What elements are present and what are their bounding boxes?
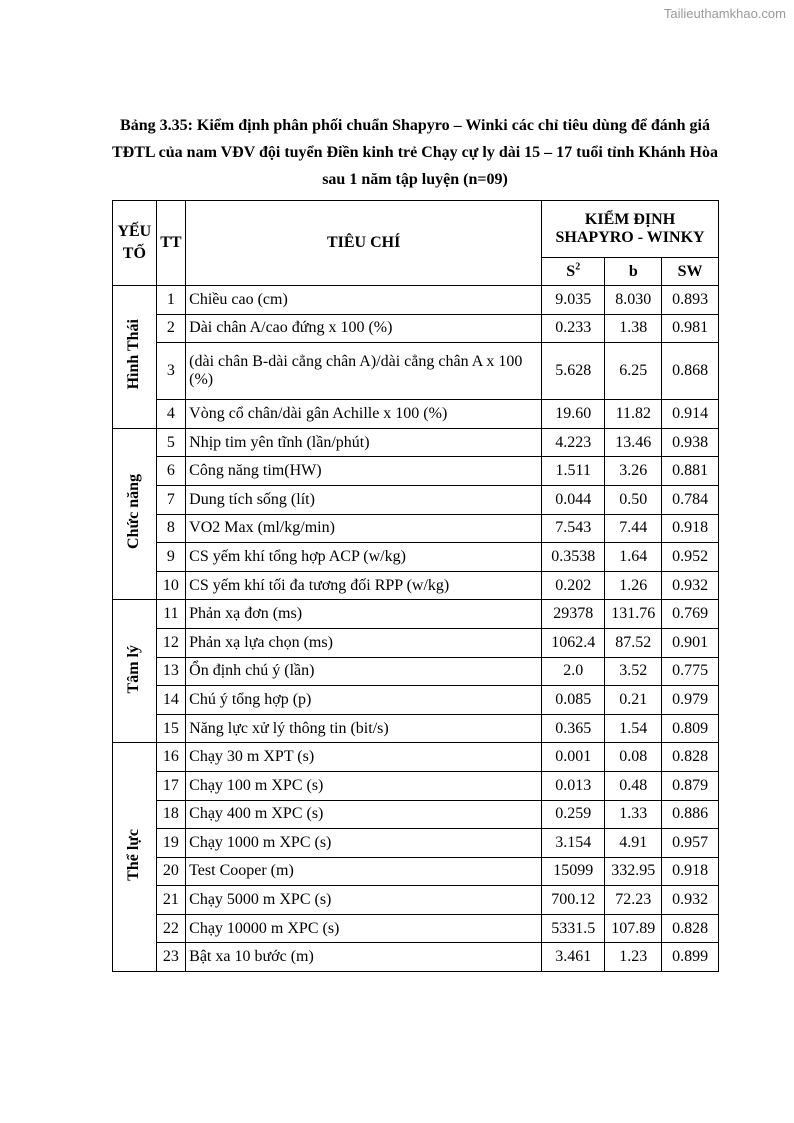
- row-sw: 0.809: [662, 714, 719, 743]
- row-b: 1.33: [605, 800, 662, 829]
- group-label: Hình Thái: [125, 319, 143, 390]
- table-row: [113, 457, 719, 486]
- row-criteria: Chiều cao (cm): [186, 286, 542, 315]
- table-row: [113, 485, 719, 514]
- table-row: [113, 657, 719, 686]
- row-tt: 8: [156, 514, 185, 543]
- row-s2: 15099: [542, 857, 605, 886]
- row-s2: 0.365: [542, 714, 605, 743]
- row-s2: 0.013: [542, 771, 605, 800]
- header-s2: [542, 258, 605, 286]
- row-criteria: Công năng tim(HW): [186, 457, 542, 486]
- table-row: [113, 286, 719, 315]
- row-b: 87.52: [605, 628, 662, 657]
- table-row: [113, 428, 719, 457]
- row-sw: 0.981: [662, 314, 719, 343]
- row-criteria: Phản xạ đơn (ms): [186, 600, 542, 629]
- row-b: 13.46: [605, 428, 662, 457]
- header-s-sup: 2: [575, 261, 581, 273]
- table-row: [113, 628, 719, 657]
- table-row: [113, 514, 719, 543]
- row-tt: 5: [156, 428, 185, 457]
- header-b: b: [605, 258, 662, 286]
- row-sw: 0.784: [662, 485, 719, 514]
- row-criteria: Vòng cổ chân/dài gân Achille x 100 (%): [186, 400, 542, 429]
- group-label-cell: [113, 600, 157, 743]
- table-title: Bảng 3.35: Kiểm định phân phối chuẩn Shapyro – Winki các chỉ tiêu dùng để đánh giá TĐTL của nam VĐV đội tuyển Điền kinh trẻ Chạy cự ly dài 15 – 17 tuổi tỉnh Khánh Hòa sau 1 năm tập luyện (n=09): [111, 117, 718, 188]
- row-sw: 0.868: [662, 343, 719, 400]
- row-criteria: VO2 Max (ml/kg/min): [186, 514, 542, 543]
- row-sw: 0.775: [662, 657, 719, 686]
- row-b: 107.89: [605, 914, 662, 943]
- row-b: 1.38: [605, 314, 662, 343]
- row-b: 3.52: [605, 657, 662, 686]
- table-row: [113, 543, 719, 572]
- row-criteria: Nhịp tim yên tĩnh (lần/phút): [186, 428, 542, 457]
- row-sw: 0.952: [662, 543, 719, 572]
- header-test: [542, 201, 719, 258]
- row-criteria: Dung tích sống (lít): [186, 485, 542, 514]
- row-s2: 19.60: [542, 400, 605, 429]
- row-sw: 0.828: [662, 914, 719, 943]
- row-tt: 4: [156, 400, 185, 429]
- row-criteria: Test Cooper (m): [186, 857, 542, 886]
- row-tt: 10: [156, 571, 185, 600]
- group-label: Chức năng: [125, 474, 143, 550]
- row-tt: 19: [156, 829, 185, 858]
- watermark-text: Tailieuthamkhao.com: [663, 6, 786, 21]
- table-row: [113, 714, 719, 743]
- row-tt: 15: [156, 714, 185, 743]
- table-row: [113, 343, 719, 400]
- row-sw: 0.899: [662, 943, 719, 972]
- row-criteria: Năng lực xử lý thông tin (bit/s): [186, 714, 542, 743]
- header-test-line2: SHAPYRO - WINKY: [555, 229, 705, 246]
- row-tt: 6: [156, 457, 185, 486]
- row-criteria: Chạy 100 m XPC (s): [186, 771, 542, 800]
- row-tt: 2: [156, 314, 185, 343]
- table-row: [113, 943, 719, 972]
- row-b: 7.44: [605, 514, 662, 543]
- row-tt: 22: [156, 914, 185, 943]
- row-b: 332.95: [605, 857, 662, 886]
- row-criteria: Dài chân A/cao đứng x 100 (%): [186, 314, 542, 343]
- row-tt: 21: [156, 886, 185, 915]
- row-criteria: CS yếm khí tối đa tương đối RPP (w/kg): [186, 571, 542, 600]
- row-sw: 0.932: [662, 886, 719, 915]
- row-s2: 1.511: [542, 457, 605, 486]
- row-criteria: Bật xa 10 bước (m): [186, 943, 542, 972]
- row-criteria: Chạy 10000 m XPC (s): [186, 914, 542, 943]
- row-criteria: Chú ý tổng hợp (p): [186, 686, 542, 715]
- row-s2: 0.044: [542, 485, 605, 514]
- row-criteria: Chạy 5000 m XPC (s): [186, 886, 542, 915]
- header-tt: TT: [156, 201, 185, 286]
- group-label: Tâm lý: [125, 644, 143, 694]
- row-s2: 29378: [542, 600, 605, 629]
- row-sw: 0.769: [662, 600, 719, 629]
- row-sw: 0.914: [662, 400, 719, 429]
- row-b: 131.76: [605, 600, 662, 629]
- row-s2: 0.233: [542, 314, 605, 343]
- row-b: 0.48: [605, 771, 662, 800]
- row-tt: 23: [156, 943, 185, 972]
- row-tt: 12: [156, 628, 185, 657]
- row-b: 1.64: [605, 543, 662, 572]
- row-sw: 0.979: [662, 686, 719, 715]
- row-sw: 0.901: [662, 628, 719, 657]
- header-criteria: TIÊU CHÍ: [186, 201, 542, 286]
- row-s2: 3.154: [542, 829, 605, 858]
- header-sw: SW: [662, 258, 719, 286]
- row-b: 8.030: [605, 286, 662, 315]
- table-row: [113, 857, 719, 886]
- row-criteria: (dài chân B-dài cẳng chân A)/dài cẳng chân A x 100 (%): [186, 343, 542, 400]
- row-sw: 0.918: [662, 514, 719, 543]
- row-tt: 17: [156, 771, 185, 800]
- row-s2: 5.628: [542, 343, 605, 400]
- header-s-letter: S: [566, 262, 576, 280]
- row-tt: 13: [156, 657, 185, 686]
- table-row: [113, 600, 719, 629]
- row-b: 3.26: [605, 457, 662, 486]
- shapiro-wilk-table: [112, 200, 719, 972]
- row-criteria: Phản xạ lựa chọn (ms): [186, 628, 542, 657]
- row-s2: 0.3538: [542, 543, 605, 572]
- row-s2: 9.035: [542, 286, 605, 315]
- row-s2: 0.202: [542, 571, 605, 600]
- row-s2: 3.461: [542, 943, 605, 972]
- row-criteria: Ổn định chú ý (lần): [186, 657, 542, 686]
- group-label-cell: [113, 428, 157, 600]
- row-sw: 0.879: [662, 771, 719, 800]
- row-s2: 0.001: [542, 743, 605, 772]
- table-row: [113, 771, 719, 800]
- row-tt: 11: [156, 600, 185, 629]
- row-tt: 9: [156, 543, 185, 572]
- row-sw: 0.918: [662, 857, 719, 886]
- row-sw: 0.828: [662, 743, 719, 772]
- row-tt: 1: [156, 286, 185, 315]
- table-row: [113, 314, 719, 343]
- table-row: [113, 800, 719, 829]
- row-b: 1.26: [605, 571, 662, 600]
- row-s2: 7.543: [542, 514, 605, 543]
- group-label-cell: [113, 743, 157, 972]
- table-row: [113, 571, 719, 600]
- row-b: 1.54: [605, 714, 662, 743]
- table-row: [113, 914, 719, 943]
- row-tt: 7: [156, 485, 185, 514]
- row-b: 6.25: [605, 343, 662, 400]
- row-s2: 0.085: [542, 686, 605, 715]
- row-sw: 0.938: [662, 428, 719, 457]
- row-tt: 18: [156, 800, 185, 829]
- row-criteria: Chạy 30 m XPT (s): [186, 743, 542, 772]
- row-tt: 3: [156, 343, 185, 400]
- table-row: [113, 829, 719, 858]
- row-criteria: CS yếm khí tổng hợp ACP (w/kg): [186, 543, 542, 572]
- row-sw: 0.886: [662, 800, 719, 829]
- row-b: 11.82: [605, 400, 662, 429]
- row-b: 72.23: [605, 886, 662, 915]
- header-group: YẾU TỐ: [113, 201, 157, 286]
- row-b: 0.08: [605, 743, 662, 772]
- row-sw: 0.932: [662, 571, 719, 600]
- table-row: [113, 886, 719, 915]
- row-tt: 16: [156, 743, 185, 772]
- row-sw: 0.881: [662, 457, 719, 486]
- row-criteria: Chạy 1000 m XPC (s): [186, 829, 542, 858]
- row-b: 1.23: [605, 943, 662, 972]
- row-criteria: Chạy 400 m XPC (s): [186, 800, 542, 829]
- group-label: Thể lực: [125, 828, 143, 881]
- row-tt: 14: [156, 686, 185, 715]
- row-sw: 0.957: [662, 829, 719, 858]
- row-s2: 2.0: [542, 657, 605, 686]
- group-label-cell: [113, 286, 157, 429]
- row-s2: 0.259: [542, 800, 605, 829]
- row-s2: 700.12: [542, 886, 605, 915]
- row-sw: 0.893: [662, 286, 719, 315]
- table-row: [113, 686, 719, 715]
- table-body: [113, 286, 719, 972]
- row-b: 0.21: [605, 686, 662, 715]
- table-row: [113, 743, 719, 772]
- row-b: 0.50: [605, 485, 662, 514]
- row-b: 4.91: [605, 829, 662, 858]
- header-test-line1: KIỂM ĐỊNH: [584, 211, 676, 228]
- table-row: [113, 400, 719, 429]
- row-s2: 1062.4: [542, 628, 605, 657]
- row-s2: 4.223: [542, 428, 605, 457]
- row-s2: 5331.5: [542, 914, 605, 943]
- row-tt: 20: [156, 857, 185, 886]
